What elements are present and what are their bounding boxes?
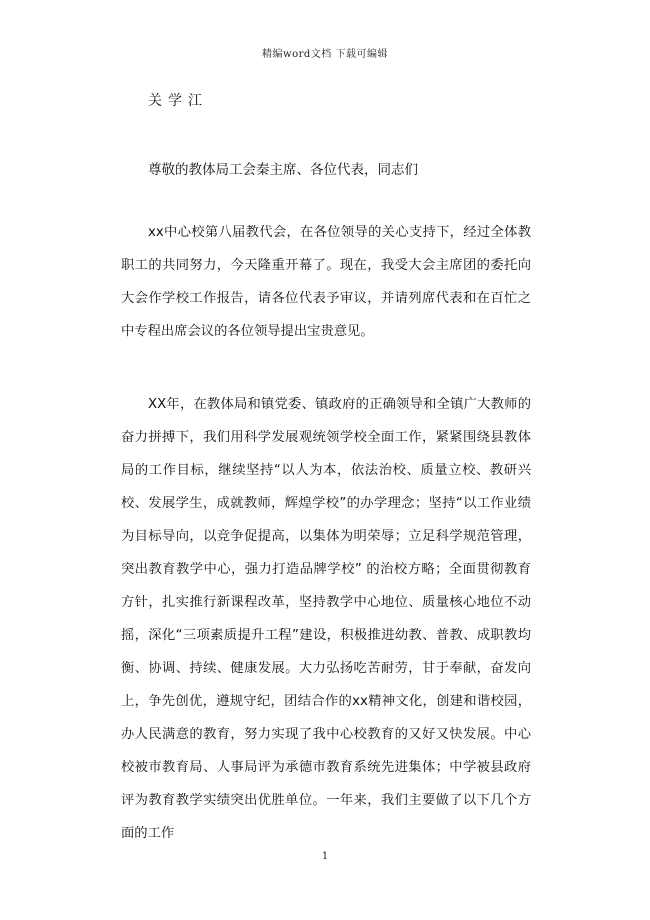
author-name: 关学江 xyxy=(148,93,208,109)
page-header: 精编word文档 下载可编辑 xyxy=(262,49,388,60)
body-paragraph-1: xx中心校第八届教代会，在各位领导的关心支持下，经过全体教职工的共同努力，今天隆重开幕了。现在，我受大会主席团的委托向大会作学校工作报告，请各位代表予审议，并请列席代表和在百忙之中专程出席会议的各位领导提出宝贵意见。 xyxy=(121,225,531,339)
greeting-line: 尊敬的教体局工会秦主席、各位代表，同志们 xyxy=(148,162,418,178)
page-number: 1 xyxy=(321,851,329,862)
body-paragraph-2: XX年，在教体局和镇党委、镇政府的正确领导和全镇广大教师的奋力拼搏下，我们用科学发展观统领学校全面工作，紧紧围绕县教体局的工作目标，继续坚持“以人为本，依法治校、质量立校、教研兴校、发展学生，成就教师，辉煌学校”的办学理念；坚持“以工作业绩为目标导向，以竞争促提高，以集体为明荣辱；立足科学规范管理，突出教育教学中心，强力打造品牌学校” 的治校方略；全面贯彻教育方针，扎实推行新课程改革，坚持教学中心地位、质量核心地位不动摇，深化“三项素质提升工程”建设，积极推进幼教、普教、成职教均衡、协调、持续、健康发展。大力弘扬吃苦耐劳，甘于奉献，奋发向上，争先创优，遵规守纪，团结合作的xx精神文化，创建和谐校园，办人民满意的教育，努力实现了我中心校教育的又好又快发展。中心校被市教育局、人事局评为承德市教育系统先进集体；中学被县政府评为教育教学实绩突出优胜单位。一年来，我们主要做了以下几个方面的工作 xyxy=(121,397,531,841)
